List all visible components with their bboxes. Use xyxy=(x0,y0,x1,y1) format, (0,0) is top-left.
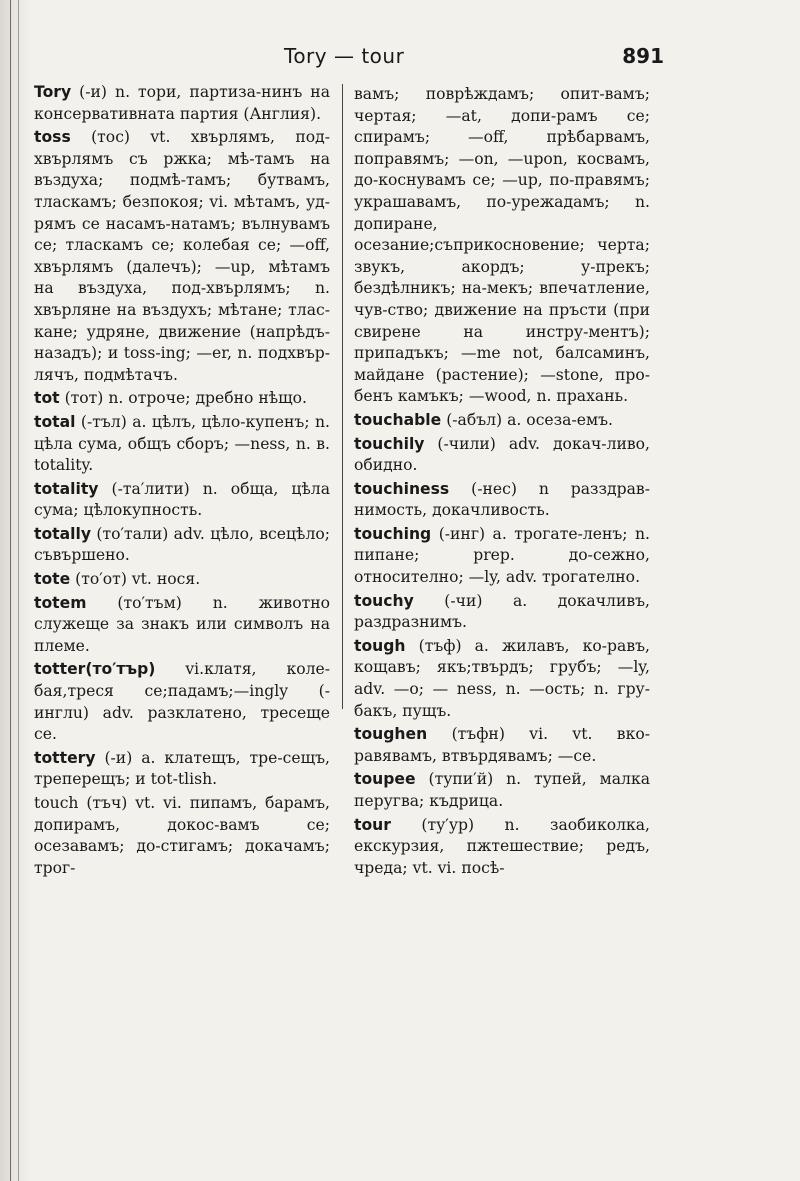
column-divider xyxy=(342,84,343,709)
headword: touching xyxy=(354,524,432,543)
headword: Tory xyxy=(34,83,72,101)
dictionary-entry: totter(то′тър) vi.клатя, коле-бая,треся се;падамъ;—ingly (-инглu) adv. разклатено, тресеще се. xyxy=(34,660,330,744)
headword: totem xyxy=(34,593,87,612)
spine-line xyxy=(10,0,11,1181)
left-column xyxy=(34,82,330,881)
dictionary-entry: вамъ; поврѣждамъ; опит-вамъ; чертая; —at, допи-рамъ се; спирамъ; —off, прѣбарвамъ, поправямъ; —on, —upon, косвамъ, до-коснувамъ се; —up, по-правямъ; украшавамъ, по-урежадамъ; n. допиране, осезание;съприкосновение; черта; звукъ, акордъ; у-прекъ; бездѣлникъ; на-мекъ; впечатление, чув-ство; движение на пръсти (при свирене на инстру-ментъ); припадъкъ; —me not, балсаминъ, майдане (растение); —stone, про-бенъ камъкъ; —wood, n. прахань. xyxy=(354,85,650,406)
dictionary-entry: tote (то′от) vt. нося. xyxy=(34,570,201,589)
dictionary-entry: totem (то′тъм) n. животно служеще за знакъ или символъ на племе. xyxy=(34,593,330,655)
dictionary-entry: tottery (-и) a. клатещъ, тре-сещъ, треперещъ; и tot-tlish. xyxy=(34,748,330,789)
dictionary-entry: totally (то′тали) adv. цѣло, всецѣло; съвършено. xyxy=(34,524,330,565)
dictionary-entry: touching (-инг) a. трогате-ленъ; n. пипане; prep. до-сежно, относително; —ly, adv. трогателно. xyxy=(354,524,650,587)
headword: totality xyxy=(34,479,99,498)
headword: tottery xyxy=(34,748,96,767)
headword: tot xyxy=(34,389,60,408)
headword: totter(то′тър) xyxy=(34,660,156,679)
dictionary-entry: tough (тъф) a. жилавъ, ко-равъ, кощавъ; якъ;твърдъ; грубъ; —ly, adv. —o; — ness, n. —ость; n. гру-бакъ, пущъ. xyxy=(354,636,650,720)
page-header xyxy=(24,44,664,70)
running-head: Tory — tour xyxy=(284,44,405,68)
dictionary-entry: total (-тъл) a. цѣлъ, цѣло-купенъ; n. цѣла сума, общъ сборъ; —ness, n. в. totality. xyxy=(34,412,330,475)
dictionary-entry: toupee (тупи′й) n. тупей, малка перугва; къдрица. xyxy=(354,770,650,810)
dictionary-entry: Tory (-и) n. тори, партиза-нинъ на консервативната партия (Англия). xyxy=(34,83,330,123)
dictionary-entry: toss (тос) vt. хвърлямъ, под-хвърлямъ съ ржка; мѣ-тамъ на въздуха; подмѣ-тамъ; бутвамъ, тласкамъ; безпокоя; vi. мѣтамъ, уд-рямъ се насамъ-натамъ; вълнувамъ се; тласкамъ се; колебая се; —off, хвърлямъ (далечъ); —up, мѣтамъ на въздуха, под-хвърлямъ; n. хвърляне на въздухъ; мѣтане; тлас-кане; удряне, движение (напрѣдъ-назадъ); и toss-ing; —er, n. подхвър-лячъ, подмѣтачъ. xyxy=(34,128,330,384)
dictionary-entry: touchily (-чили) adv. докач-ливо, обидно. xyxy=(354,434,650,475)
headword: touchiness xyxy=(354,479,450,498)
right-column xyxy=(354,84,650,881)
headword: tour xyxy=(354,815,391,834)
headword: touchable xyxy=(354,410,442,429)
dictionary-entry: touch (тъч) vt. vi. пипамъ, барамъ, допирамъ, докос-вамъ се; осезавамъ; до-стигамъ; докачамъ; трог- xyxy=(34,794,330,877)
headword: total xyxy=(34,412,76,431)
dictionary-entry: touchy (-чи) a. докачливъ, раздразнимъ. xyxy=(354,591,650,632)
dictionary-entry: tot (тот) n. отроче; дребно нѣщо. xyxy=(34,389,308,408)
headword: touchily xyxy=(354,434,425,453)
dictionary-page xyxy=(24,0,664,1181)
spine-line xyxy=(18,0,19,1181)
dictionary-entry: touchiness (-нес) n разздрав-нимость, докачливость. xyxy=(354,479,650,520)
page-number: 891 xyxy=(622,44,664,68)
headword: tough xyxy=(354,636,406,655)
dictionary-entry: tour (ту′ур) n. заобиколка, екскурзия, пжтешествие; редъ, чреда; vt. vi. посѣ- xyxy=(354,815,650,877)
headword: toughen xyxy=(354,725,428,744)
dictionary-entry: totality (-та′лити) n. обща, цѣла сума; цѣлокупность. xyxy=(34,479,330,520)
dictionary-entry: toughen (тъфн) vi. vt. вко-равявамъ, втвърдявамъ; —се. xyxy=(354,725,650,765)
headword: touchy xyxy=(354,591,414,610)
headword: totally xyxy=(34,524,91,543)
headword: toupee xyxy=(354,770,416,789)
headword: toss xyxy=(34,128,71,147)
dictionary-entry: touchable (-абъл) a. осеза-емъ. xyxy=(354,410,613,429)
headword: tote xyxy=(34,570,71,589)
